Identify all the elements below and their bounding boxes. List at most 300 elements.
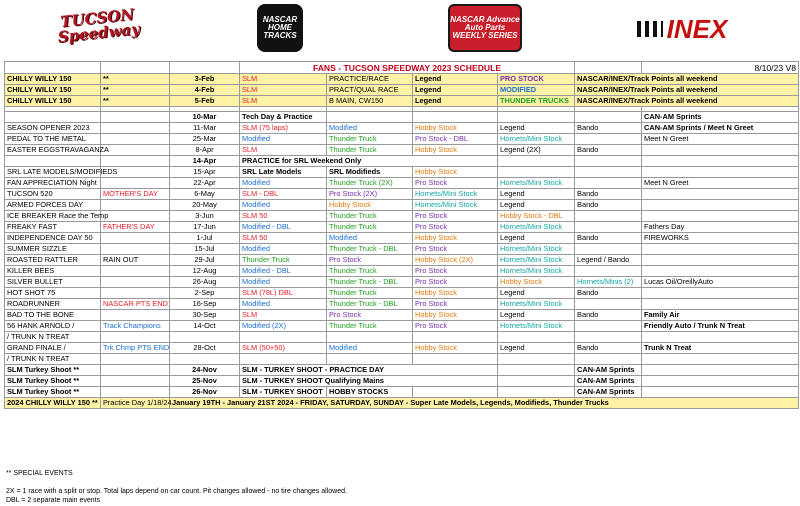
schedule-row	[5, 134, 799, 145]
schedule-cell	[240, 332, 327, 343]
schedule-cell	[5, 156, 101, 167]
schedule-table	[4, 61, 799, 409]
schedule-cell: 26-Aug	[170, 277, 240, 288]
schedule-cell: SLM - TURKEY SHOOT Qualifying Mains	[240, 376, 498, 387]
schedule-cell: Meet N Greet	[642, 134, 799, 145]
schedule-cell: SLM 50	[240, 211, 327, 222]
schedule-cell: / TRUNK N TREAT	[5, 354, 101, 365]
schedule-cell: Legend	[498, 343, 575, 354]
schedule-cell	[101, 123, 170, 134]
schedule-cell: Legend	[498, 200, 575, 211]
schedule-cell: Hobby Stock	[413, 343, 498, 354]
schedule-cell: Hornets/Mini Stock	[498, 299, 575, 310]
schedule-cell: **	[101, 85, 170, 96]
schedule-cell: Pro Stock	[413, 222, 498, 233]
schedule-cell: KILLER BEES	[5, 266, 101, 277]
schedule-cell: INDEPENDENCE DAY 50	[5, 233, 101, 244]
schedule-cell: FIREWORKS	[642, 233, 799, 244]
schedule-cell: Modified (2X)	[240, 321, 327, 332]
schedule-cell: 5-Feb	[170, 96, 240, 107]
note-line: ** SPECIAL EVENTS	[6, 470, 73, 477]
schedule-cell: Hobby Stock	[413, 167, 498, 178]
schedule-cell: Pro Stock	[413, 299, 498, 310]
schedule-cell: Pro Stock	[413, 321, 498, 332]
schedule-row	[5, 310, 799, 321]
schedule-row	[5, 233, 799, 244]
schedule-cell: SLM 50	[240, 233, 327, 244]
schedule-cell: ROASTED RATTLER	[5, 255, 101, 266]
schedule-cell: 20-May	[170, 200, 240, 211]
schedule-cell: HOT SHOT 75	[5, 288, 101, 299]
schedule-cell: Hornets/Mini Stock	[413, 200, 498, 211]
schedule-cell	[642, 387, 799, 398]
schedule-cell: 14-Apr	[170, 156, 240, 167]
schedule-row	[5, 74, 799, 85]
schedule-cell	[575, 134, 642, 145]
schedule-cell: SLM	[240, 310, 327, 321]
schedule-cell: Bando	[575, 343, 642, 354]
schedule-cell: 29-Jul	[170, 255, 240, 266]
schedule-row	[5, 277, 799, 288]
schedule-cell: SLM	[240, 74, 327, 85]
schedule-cell	[498, 167, 575, 178]
schedule-cell: Hobby Stock	[413, 145, 498, 156]
schedule-cell: Family Air	[642, 310, 799, 321]
schedule-row	[5, 189, 799, 200]
schedule-cell: HOBBY STOCKS	[327, 387, 413, 398]
schedule-cell: Hobby Stock	[413, 123, 498, 134]
schedule-cell	[413, 354, 498, 365]
schedule-cell: SUMMER SIZZLE	[5, 244, 101, 255]
schedule-row	[5, 255, 799, 266]
schedule-cell: SLM Turkey Shoot **	[5, 387, 101, 398]
schedule-cell: RAIN OUT	[101, 255, 170, 266]
note-line: DBL = 2 separate main events	[6, 497, 101, 504]
schedule-cell: Thunder Truck	[327, 134, 413, 145]
schedule-cell: 10-Mar	[170, 112, 240, 123]
schedule-cell: Trk Chmp PTS END	[101, 343, 170, 354]
schedule-cell: 15-Apr	[170, 167, 240, 178]
schedule-cell: BAD TO THE BONE	[5, 310, 101, 321]
schedule-cell: Tech Day & Practice	[240, 112, 327, 123]
schedule-cell	[327, 112, 413, 123]
schedule-cell: Pro Stock	[413, 211, 498, 222]
schedule-cell: January 19TH - January 21ST 2024 - FRIDAY, SATURDAY, SUNDAY - Super Late Models, Legends, Modifieds, Thunder Trucks	[170, 398, 799, 409]
schedule-cell	[498, 387, 575, 398]
schedule-cell	[101, 288, 170, 299]
schedule-cell: Modified - DBL	[240, 222, 327, 233]
schedule-cell: SLM Turkey Shoot **	[5, 365, 101, 376]
schedule-cell	[498, 376, 575, 387]
schedule-row	[5, 244, 799, 255]
schedule-cell	[498, 156, 575, 167]
schedule-cell: Pro Stock - DBL	[413, 134, 498, 145]
title-spacer	[575, 62, 642, 74]
schedule-cell: SILVER BULLET	[5, 277, 101, 288]
schedule-cell: Thunder Truck	[327, 288, 413, 299]
schedule-cell: 26-Nov	[170, 387, 240, 398]
schedule-cell	[327, 332, 413, 343]
schedule-cell: Legend / Bando	[575, 255, 642, 266]
schedule-cell: **	[101, 74, 170, 85]
schedule-row	[5, 387, 799, 398]
schedule-cell: 12-Aug	[170, 266, 240, 277]
schedule-cell: Thunder Truck	[327, 266, 413, 277]
schedule-cell: PRACTICE/RACE	[327, 74, 413, 85]
schedule-cell: PRACT/QUAL RACE	[327, 85, 413, 96]
nascar-home-tracks-logo: NASCAR HOME TRACKS	[257, 4, 303, 52]
schedule-cell	[642, 145, 799, 156]
schedule-row	[5, 376, 799, 387]
schedule-row	[5, 211, 799, 222]
schedule-cell: 14-Oct	[170, 321, 240, 332]
schedule-cell	[101, 277, 170, 288]
schedule-cell: Hornets/Mini Stock	[498, 222, 575, 233]
schedule-cell: ICE BREAKER Race the Temp	[5, 211, 101, 222]
checkered-flag-icon	[637, 21, 663, 37]
schedule-cell	[575, 266, 642, 277]
schedule-cell	[642, 200, 799, 211]
schedule-cell	[240, 354, 327, 365]
schedule-cell: SRL Late Models	[240, 167, 327, 178]
schedule-cell: Track Champions	[101, 321, 170, 332]
schedule-cell: Hornets/Mini Stock	[498, 178, 575, 189]
schedule-cell	[642, 266, 799, 277]
schedule-cell: Bando	[575, 310, 642, 321]
schedule-cell: 25-Nov	[170, 376, 240, 387]
schedule-cell	[101, 134, 170, 145]
schedule-cell	[101, 112, 170, 123]
schedule-cell: THUNDER TRUCKS	[498, 96, 575, 107]
schedule-cell	[101, 266, 170, 277]
schedule-cell: SLM - DBL	[240, 189, 327, 200]
title-spacer	[5, 62, 101, 74]
schedule-cell: Thunder Truck - DBL	[327, 277, 413, 288]
schedule-cell	[575, 332, 642, 343]
schedule-cell: Hobby Stock	[413, 310, 498, 321]
schedule-cell: B MAIN, CW150	[327, 96, 413, 107]
schedule-cell: Hobby Stock - DBL	[498, 211, 575, 222]
schedule-cell: MOTHER'S DAY	[101, 189, 170, 200]
schedule-cell: Legend	[498, 310, 575, 321]
schedule-row	[5, 85, 799, 96]
schedule-cell: SLM - TURKEY SHOOT - PRACTICE DAY	[240, 365, 498, 376]
schedule-cell: Hornets/Mini Stock	[413, 189, 498, 200]
schedule-cell	[575, 299, 642, 310]
schedule-cell	[575, 167, 642, 178]
schedule-cell: 3-Jun	[170, 211, 240, 222]
schedule-cell	[642, 332, 799, 343]
schedule-row	[5, 343, 799, 354]
schedule-cell: Modified	[240, 134, 327, 145]
schedule-cell	[642, 167, 799, 178]
schedule-cell: CAN-AM Sprints	[575, 376, 642, 387]
schedule-cell: Hobby Stock	[413, 233, 498, 244]
schedule-cell	[575, 321, 642, 332]
schedule-cell: Trunk N Treat	[642, 343, 799, 354]
schedule-cell: PEDAL TO THE METAL	[5, 134, 101, 145]
schedule-cell: Pro Stock	[327, 255, 413, 266]
schedule-cell: Pro Stock (2X)	[327, 189, 413, 200]
schedule-row	[5, 96, 799, 107]
schedule-cell: PRO STOCK	[498, 74, 575, 85]
schedule-cell: TUCSON 520	[5, 189, 101, 200]
schedule-cell: 3-Feb	[170, 74, 240, 85]
schedule-cell	[101, 211, 170, 222]
schedule-cell: 17-Jun	[170, 222, 240, 233]
schedule-cell: Modified	[240, 200, 327, 211]
schedule-cell	[101, 178, 170, 189]
schedule-cell: NASCAR PTS END	[101, 299, 170, 310]
schedule-version: 8/10/23 V8	[642, 62, 799, 74]
title-spacer	[101, 62, 170, 74]
schedule-cell	[642, 376, 799, 387]
schedule-cell	[170, 332, 240, 343]
schedule-cell	[101, 145, 170, 156]
schedule-cell	[101, 387, 170, 398]
schedule-cell: **	[101, 96, 170, 107]
schedule-cell: Hornets/Mini Stock	[498, 134, 575, 145]
schedule-cell: Bando	[575, 233, 642, 244]
schedule-cell: CHILLY WILLY 150	[5, 96, 101, 107]
schedule-cell	[101, 233, 170, 244]
note-line	[6, 479, 786, 487]
schedule-cell: Thunder Truck - DBL	[327, 299, 413, 310]
schedule-cell: Thunder Truck	[327, 145, 413, 156]
schedule-title: FANS - TUCSON SPEEDWAY 2023 SCHEDULE	[240, 62, 575, 74]
schedule-cell: Hobby Stock (2X)	[413, 255, 498, 266]
schedule-cell: SRL LATE MODELS/MODIFIEDS	[5, 167, 101, 178]
schedule-cell: Legend	[413, 74, 498, 85]
schedule-row	[5, 200, 799, 211]
schedule-cell: Lucas Oil/OreillyAuto	[642, 277, 799, 288]
schedule-cell: FREAKY FAST	[5, 222, 101, 233]
schedule-row	[5, 288, 799, 299]
schedule-cell: SLM (50+50)	[240, 343, 327, 354]
schedule-cell: Hobby Stock	[327, 200, 413, 211]
schedule-cell: Modified	[327, 123, 413, 134]
schedule-cell: 28-Oct	[170, 343, 240, 354]
schedule-cell	[642, 255, 799, 266]
schedule-row	[5, 156, 799, 167]
schedule-cell: CHILLY WILLY 150	[5, 74, 101, 85]
schedule-cell	[5, 112, 101, 123]
schedule-cell: Friendly Auto / Trunk N Treat	[642, 321, 799, 332]
note-line: 2X = 1 race with a split or stop. Total laps depend on car count. Pit changes allowed - no tire changes allowed.	[6, 487, 347, 495]
schedule-cell: Legend	[498, 288, 575, 299]
schedule-cell	[575, 156, 642, 167]
schedule-cell	[101, 376, 170, 387]
schedule-cell: SLM (78L) DBL	[240, 288, 327, 299]
schedule-cell	[575, 222, 642, 233]
schedule-cell: 1-Jul	[170, 233, 240, 244]
schedule-row	[5, 321, 799, 332]
schedule-cell	[575, 211, 642, 222]
schedule-cell: 6-May	[170, 189, 240, 200]
schedule-cell	[642, 365, 799, 376]
schedule-cell: Thunder Truck	[327, 211, 413, 222]
schedule-cell: PRACTICE for SRL Weekend Only	[240, 156, 498, 167]
schedule-cell: 56 HANK ARNOLD /	[5, 321, 101, 332]
schedule-cell: SLM Turkey Shoot **	[5, 376, 101, 387]
schedule-cell: Bando	[575, 288, 642, 299]
schedule-row	[5, 365, 799, 376]
schedule-row	[5, 222, 799, 233]
schedule-cell: CAN-AM Sprints / Meet N Greet	[642, 123, 799, 134]
schedule-cell	[101, 310, 170, 321]
tucson-speedway-logo: TUCSON Speedway	[56, 5, 141, 47]
schedule-cell: Hornets/Mini Stock	[498, 321, 575, 332]
schedule-cell: 15-Jul	[170, 244, 240, 255]
schedule-cell	[642, 354, 799, 365]
schedule-cell: 8-Apr	[170, 145, 240, 156]
schedule-cell: Modified	[240, 178, 327, 189]
schedule-row	[5, 145, 799, 156]
schedule-row	[5, 398, 799, 409]
schedule-cell	[101, 332, 170, 343]
schedule-cell	[642, 288, 799, 299]
schedule-cell: Pro Stock	[413, 277, 498, 288]
schedule-cell: SLM - TURKEY SHOOT	[240, 387, 327, 398]
schedule-cell: CAN-AM Sprints	[575, 387, 642, 398]
schedule-cell: 11-Mar	[170, 123, 240, 134]
schedule-row	[5, 332, 799, 343]
schedule-title-row	[5, 62, 799, 74]
schedule-cell: Modified	[327, 233, 413, 244]
schedule-cell: Legend	[498, 189, 575, 200]
schedule-cell: / TRUNK N TREAT	[5, 332, 101, 343]
schedule-cell: Modified	[327, 343, 413, 354]
schedule-cell: 30-Sep	[170, 310, 240, 321]
schedule-cell: Legend	[413, 85, 498, 96]
schedule-cell: Hobby Stock	[498, 277, 575, 288]
schedule-cell: Thunder Truck - DBL	[327, 244, 413, 255]
schedule-cell: ROADRUNNER	[5, 299, 101, 310]
schedule-cell: Modified	[240, 277, 327, 288]
schedule-cell: NASCAR/INEX/Track Points all weekend	[575, 85, 799, 96]
schedule-cell	[642, 244, 799, 255]
schedule-cell: Legend	[498, 233, 575, 244]
schedule-cell: 24-Nov	[170, 365, 240, 376]
schedule-cell: Thunder Truck	[240, 255, 327, 266]
schedule-cell	[642, 299, 799, 310]
schedule-cell: 2-Sep	[170, 288, 240, 299]
schedule-cell: CHILLY WILLY 150	[5, 85, 101, 96]
schedule-cell	[413, 332, 498, 343]
schedule-cell: Pro Stock	[327, 310, 413, 321]
schedule-row	[5, 266, 799, 277]
schedule-cell: SEASON OPENER 2023	[5, 123, 101, 134]
inex-logo: INEX	[627, 12, 737, 46]
schedule-cell: NASCAR/INEX/Track Points all weekend	[575, 74, 799, 85]
schedule-cell: SLM	[240, 85, 327, 96]
schedule-cell	[101, 244, 170, 255]
schedule-cell: SRL Modifieds	[327, 167, 413, 178]
schedule-cell: Hornets/Mini Stock	[498, 266, 575, 277]
schedule-cell	[101, 156, 170, 167]
schedule-cell: GRAND FINALE /	[5, 343, 101, 354]
schedule-cell: Modified - DBL	[240, 266, 327, 277]
schedule-cell: Bando	[575, 189, 642, 200]
schedule-cell	[642, 211, 799, 222]
schedule-cell	[413, 112, 498, 123]
schedule-cell	[101, 354, 170, 365]
schedule-cell: ARMED FORCES DAY	[5, 200, 101, 211]
schedule-cell: Bando	[575, 145, 642, 156]
advance-auto-parts-logo: NASCAR Advance Auto Parts WEEKLY SERIES	[448, 4, 522, 52]
schedule-notes	[6, 469, 786, 506]
schedule-cell: 4-Feb	[170, 85, 240, 96]
schedule-cell: SLM	[240, 145, 327, 156]
schedule-cell: Bando	[575, 200, 642, 211]
schedule-cell: 25-Mar	[170, 134, 240, 145]
schedule-cell: Pro Stock	[413, 266, 498, 277]
schedule-cell	[498, 332, 575, 343]
schedule-cell: Thunder Truck	[327, 222, 413, 233]
schedule-cell	[575, 112, 642, 123]
schedule-row	[5, 123, 799, 134]
schedule-row	[5, 167, 799, 178]
schedule-cell: Thunder Truck (2X)	[327, 178, 413, 189]
schedule-cell: CAN-AM Sprints	[642, 112, 799, 123]
schedule-cell	[170, 354, 240, 365]
schedule-cell: Pro Stock	[413, 178, 498, 189]
schedule-cell: Hornets/Minis (2)	[575, 277, 642, 288]
schedule-cell	[327, 354, 413, 365]
schedule-cell: Bando	[575, 123, 642, 134]
schedule-row	[5, 299, 799, 310]
schedule-cell	[101, 200, 170, 211]
schedule-cell	[575, 244, 642, 255]
title-spacer	[170, 62, 240, 74]
schedule-cell: Legend	[498, 123, 575, 134]
schedule-cell: NASCAR/INEX/Track Points all weekend	[575, 96, 799, 107]
schedule-cell: Modified	[240, 244, 327, 255]
schedule-cell	[498, 112, 575, 123]
schedule-cell: Practice Day 1/18/24	[101, 398, 170, 409]
schedule-cell	[498, 365, 575, 376]
schedule-cell: SLM	[240, 96, 327, 107]
schedule-cell: Legend	[413, 96, 498, 107]
schedule-cell: Meet N Greet	[642, 178, 799, 189]
schedule-cell: Pro Stock	[413, 244, 498, 255]
schedule-cell	[498, 354, 575, 365]
schedule-cell: Legend (2X)	[498, 145, 575, 156]
schedule-row	[5, 354, 799, 365]
schedule-row	[5, 112, 799, 123]
schedule-cell: EASTER EGGSTRAVAGANZA	[5, 145, 101, 156]
schedule-row	[5, 178, 799, 189]
schedule-cell: FAN APPRECIATION Night	[5, 178, 101, 189]
schedule-cell	[642, 189, 799, 200]
schedule-cell: 16-Sep	[170, 299, 240, 310]
schedule-cell: Thunder Truck	[327, 321, 413, 332]
schedule-cell: Fathers Day	[642, 222, 799, 233]
schedule-cell: SLM (75 laps)	[240, 123, 327, 134]
schedule-cell: Hornets/Mini Stock	[498, 255, 575, 266]
schedule-cell: CAN-AM Sprints	[575, 365, 642, 376]
schedule-cell	[101, 365, 170, 376]
schedule-cell	[642, 156, 799, 167]
schedule-cell: Hornets/Mini Stock	[498, 244, 575, 255]
schedule-cell: 2024 CHILLY WILLY 150 **	[5, 398, 101, 409]
schedule-cell: 22-Apr	[170, 178, 240, 189]
schedule-cell: MODIFIED	[498, 85, 575, 96]
schedule-cell: FATHER'S DAY	[101, 222, 170, 233]
schedule-cell	[575, 354, 642, 365]
schedule-cell: Hobby Stock	[413, 288, 498, 299]
schedule-cell	[413, 387, 498, 398]
